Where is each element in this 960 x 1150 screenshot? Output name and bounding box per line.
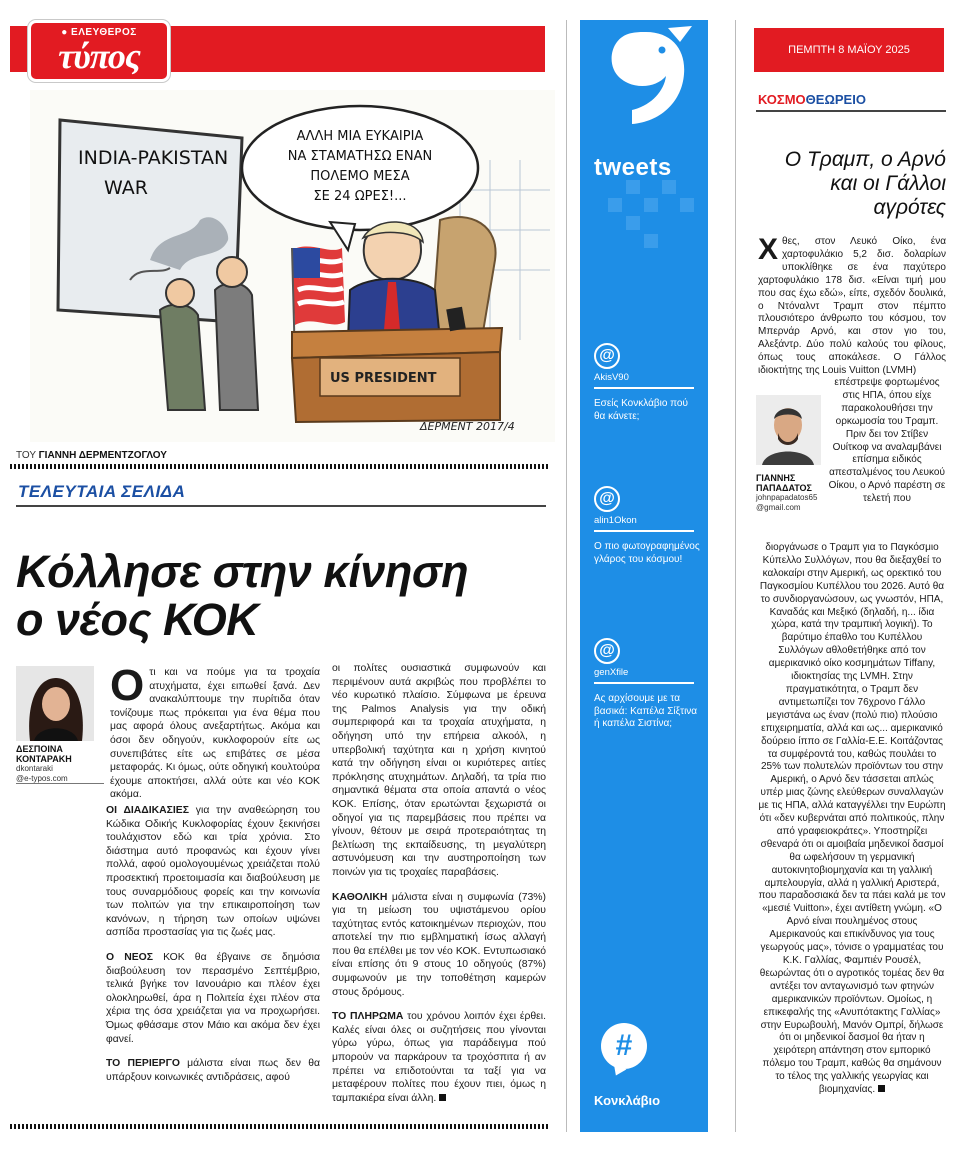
main-column: [10, 20, 555, 1135]
opinion-text-top: Χθες, στον Λευκό Οίκο, ένα χαρτοφυλάκιο 5,2 δισ. δολαρίων υποκλίθηκε σε ένα παχύτερο χαρτοφυλάκιο 178 δισ. «Είναι τιμή μου που σας έχω εδώ», είπε, σχεδόν δουλικά, ο Ντόναλντ Τραμπ στον πέμπτο πλουσιότερο άνθρωπο του κόσμου, τον Μπερνάρ Αρνό, και στον γιο του, Αλεξάντρ. Δύο πολύ καλούς του φίλους, όπως τους αποκάλεσε. Ο Γάλλος ιδιοκτήτης της Louis Vuitton (LVMH): [758, 233, 946, 377]
issue-date: ΠΕΜΠΤΗ 8 ΜΑΪΟΥ 2025: [754, 28, 944, 72]
tweets-column: [580, 20, 708, 1132]
bird-logo-icon: [598, 26, 694, 150]
paragraph-3: Ο ΝΕΟΣ ΚΟΚ θα έβγαινε σε δημόσια διαβούλευση τον περασμένο Σεπτέμβριο, τελικά βγήκε τον Ιανουάριο και πλέον έχει ολοκληρωθεί, άρα η Πολιτεία έχει πλέον στα χέρια της όσα χρειάζεται για να προχωρήσει. Όμως φθάσαμε στον Μάιο και ακόμα δεν έχει φανεί.: [106, 951, 320, 1045]
bottom-stripe: [10, 1124, 550, 1129]
author-email: dkontaraki @e-typos.com: [16, 764, 68, 783]
section-rule: [16, 505, 546, 507]
tweet-item: [594, 343, 700, 423]
svg-text:ΑΛΛΗ ΜΙΑ ΕΥΚΑΙΡΙΑ: ΑΛΛΗ ΜΙΑ ΕΥΚΑΙΡΙΑ: [296, 129, 424, 144]
desk-sign: US PRESIDENT: [330, 371, 437, 386]
board-text-1: INDIA-PAKISTAN: [78, 147, 229, 169]
tweet-text: Ας αρχίσουμε με τα βασικά: Καπέλα Σίξτινα ή καπέλα Σιστίνα;: [594, 693, 698, 729]
hashtag-icon: #: [601, 1023, 647, 1069]
opinion-author: [756, 395, 821, 513]
tweet-item: [594, 486, 700, 566]
article-column-1: [110, 661, 320, 813]
at-icon: @: [594, 486, 620, 512]
end-mark: [439, 1094, 446, 1101]
hashtag-topic: Κονκλάβιο: [594, 1093, 661, 1108]
column-rule: [756, 110, 946, 112]
svg-text:ΣΕ 24 ΩΡΕΣ!...: ΣΕ 24 ΩΡΕΣ!...: [313, 189, 407, 204]
end-mark: [878, 1085, 885, 1092]
column-tag: ΚΟΣΜΟΘΕΩΡΕΙΟ: [758, 92, 866, 107]
svg-text:ΠΟΛΕΜΟ ΜΕΣΑ: ΠΟΛΕΜΟ ΜΕΣΑ: [310, 169, 410, 184]
editorial-cartoon: [30, 90, 555, 442]
board-text-2: WAR: [104, 177, 148, 199]
article-headline: Κόλλησε στην κίνηση ο νέος ΚΟΚ: [16, 546, 469, 645]
opinion-author-name: ΓΙΑΝΝΗΣ ΠΑΠΑΔΑΤΟΣ: [756, 473, 812, 493]
paragraph-7: ΤΟ ΠΛΗΡΩΜΑ του χρόνου λοιπόν έχει έρθει. Καλές είναι όλες οι συζητήσεις που γίνονται γύρω γύρω, όπως για παράδειγμα πού μπορούν να παρκάρουν τα τροχόσπιτα ή αν πρέπει να επιδοτούνται τα ταξί για να μεταφέρουν πολίτες που έχουν πιει, όμως η ταμπακιέρα είναι άλλη.: [332, 1011, 546, 1104]
newspaper-logo: ● ΕΛΕΥΘΕΡΟΣ τύπος: [28, 20, 170, 82]
author-rule: [16, 783, 104, 784]
section-label: ΤΕΛΕΥΤΑΙΑ ΣΕΛΙΔΑ: [18, 482, 186, 501]
opinion-author-photo: [756, 395, 821, 465]
at-icon: @: [594, 343, 620, 369]
author-byline: [16, 666, 104, 784]
grid-pattern: [580, 170, 708, 280]
column-divider: [735, 20, 736, 1132]
opinion-title: Ο Τραμπ, ο Αρνό και οι Γάλλοι αγρότες: [784, 148, 946, 219]
author-name: ΔΕΣΠΟΙΝΑ ΚΟΝΤΑΡΑΚΗ: [16, 744, 72, 764]
author-photo: [16, 666, 94, 741]
cartoon-caption: ΤΟΥ ΓΙΑΝΝΗ ΔΕΡΜΕΝΤΖΟΓΛΟΥ: [16, 450, 167, 461]
tweet-text: Εσείς Κονκλάβιο πού θα κάνετε;: [594, 398, 688, 422]
paragraph-4: ΤΟ ΠΕΡΙΕΡΓΟ μάλιστα είναι πως δεν θα υπάρξουν κοινωνικές αντιδράσεις, αφού: [106, 1058, 320, 1083]
svg-text:ΝΑ ΣΤΑΜΑΤΗΣΩ ΕΝΑΝ: ΝΑ ΣΤΑΜΑΤΗΣΩ ΕΝΑΝ: [287, 149, 433, 164]
tweet-handle[interactable]: genXfile: [594, 667, 694, 684]
tweet-item: [594, 638, 700, 731]
cartoon-signature: ΔΕΡΜΕΝΤ 2017/4: [420, 420, 515, 433]
opinion-text-side: επέστρεψε φορτωμένος στις ΗΠΑ, όπου είχε παρακολουθήσει την ορκωμοσία του Τραμπ. Πριν δει τον Στίβεν Ουίτκοφ να αναλαμβάνει επίσημα ειδικός απεσταλμένος του Λευκού Οίκου, ο Αρνό παρέστη σε τελετή που: [828, 377, 946, 505]
tweet-handle[interactable]: AkisV90: [594, 372, 694, 389]
paragraph-2: ΟΙ ΔΙΑΔΙΚΑΣΙΕΣ για την αναθεώρηση του Κώδικα Οδικής Κυκλοφορίας έχουν ξεκινήσει τουλάχιστον εδώ και τρία χρόνια. Στο διάστημα αυτό προφανώς και έχουν γίνει πολλά, αφού ομολογουμένως χρειάζεται πολύ προσεκτική προετοιμασία και διαβούλευση με τους συναρμόδιους φορείς και την κοινωνία των πολιτών για την επικαιροποίηση των κανόνων, η τήρηση των οποίων υψώνει ασπίδα προστασίας για τις ζωές μας.: [106, 805, 320, 939]
at-icon: @: [594, 638, 620, 664]
tweet-handle[interactable]: alin1Okon: [594, 515, 694, 532]
tweet-text: Ο πιο φωτογραφημένος γλάρος του κόσμου!: [594, 541, 700, 565]
opinion-text-body: διοργάνωσε ο Τραμπ για το Παγκόσμιο Κύπελλο Συλλόγων, που θα διεξαχθεί το καλοκαίρι στην Αμερική, ως ορεκτικό του Παγκοσμίου Κυπέλλου του 2026. Αυτό θα το συνδιοργανώσουν, ως γνωστόν, ΗΠΑ, Καναδάς και Μεξικό (δηλαδή, η... ίδια χώρα, κατά την τραμπική λογική). Το βαρύτιμο έπαθλο του Κυπέλλου Συλλόγων αθλοθετήθηκε από τον αμερικανικό οίκο κοσμημάτων Tiffany, ιδιοκτησίας της LVMH. Στην πραγματικότητα, ο Τραμπ δεν αντιμετωπίζει τον 76χρονο Γάλλο μεγιστάνα ως έναν (πολύ πιο) πλούσιο επιχειρηματία, αλλά και ως... αμερικανικό δούρειο ίππο σε Γαλλία-Ε.Ε. Κοιτάζοντας τα συμφέροντά του, καθώς πουλάει το 25% των πολυτελών προϊόντων του στην Αμερική, ο Αρνό δεν τάσσεται απλώς υπέρ μιας ζώνης ελεύθερων συναλλαγών με τις ΗΠΑ, αλλά καταγγέλλει την Ευρώπη ότι «δεν κυβερνάται από πολιτικούς, πλην από γραφειοκράτες». Υποστηρίζει σθεναρά ότι οι αμοιβαία μηδενικοί δασμοί θα ωφελήσουν τη γερμανική αυτοκινητοβιομηχανία και τη γαλλική αμπελουργία, αλλά η γαλλική Αριστερά, που παραδοσιακά δεν τα πάει καλά με τον «μεσιέ Vuitton», έχει αντίθετη γνώμη. «Ο Αρνό είναι πουλημένος στους Αμερικανούς και επικίνδυνος για τους γεωργούς μας», τόνισε ο γραμματέας του Κ.Κ. Γαλλίας, Φαμπιέν Ρουσέλ, θεωρώντας ότι ο αγροτικός τομέας δεν θα αντέξει τον ανταγωνισμό των φτηνών αμερικανικών προϊόντων. Ομοίως, η επικεφαλής της «Ανυπότακτης Γαλλίας» στην Ευρωβουλή, Μανόν Ομπρί, δήλωσε ότι οι μηδενικοί δασμοί θα ήταν η χειρότερη απάντηση στον εμπορικό πόλεμο του Τραμπ, καθώς θα σημάνουν το τέλος της γαλλικής γεωργίας και βιομηχανίας.: [758, 542, 946, 1096]
article-column-2: [332, 662, 546, 1116]
separator-stripe: [10, 464, 550, 469]
tweets-title: tweets: [594, 154, 672, 181]
opinion-column: [748, 20, 948, 1135]
paragraph-6: ΚΑΘΟΛΙΚΗ μάλιστα είναι η συμφωνία (73%) για τη μείωση του υψιστάμενου ορίου ταχύτητας εντός κατοικημένων περιοχών, που αποτελεί την πιο εμβληματική ίσως αλλαγή που θα επέλθει με τον νέο ΚΟΚ. Εντυπωσιακό είναι επίσης ότι 9 στους 10 οδηγούς (87%) συμφωνούν με την τοποθέτηση καμερών στους δρόμους.: [332, 891, 546, 998]
paragraph-1: Οτι και να πούμε για τα τροχαία ατυχήματα, έχει ειπωθεί ξανά. Δεν ανακαλύπτουμε την πυρίτιδα όταν τονίζουμε πως πρόκειται για ένα θέμα που μας αφορά όλους ανεξαρτήτως. Ακόμα και όσοι δεν οδηγούν, κυκλοφορούν είτε ως συνεπιβάτες είτε ως επιβάτες σε μέσα μεταφοράς. Κι όμως, ούτε οδηγική κουλτούρα έχουμε αποκτήσει, αλλά ούτε και νέο ΚΟΚ ακόμα.: [110, 661, 320, 801]
column-divider: [566, 20, 567, 1132]
opinion-author-email: johnpapadatos65 @gmail.com: [756, 493, 818, 512]
paragraph-5: οι πολίτες ουσιαστικά συμφωνούν και περιμένουν αυτά ακριβώς που προβλέπει το νέο κυρωτικό πλαίσιο. Σύμφωνα με έρευνα της Palmos Analysis για την οδική συμπεριφορά και τα τροχαία ατυχήματα, η οδήγηση υπό την επήρεια αλκοόλ, η υπερβολική ταχύτητα και η χρήση κινητού κατά την οδήγηση είναι οι κυριότερες αιτίες πρόκλησης ατυχημάτων. Δηλαδή, τα τρία πιο σημαντικά θέματα στα οποία απαντά ο νέος ΚΟΚ. Επίσης, όταν ερωτώνται ξεχωριστά οι οδηγοί για τις παρεμβάσεις που πρέπει να γίνουν, θέτουν με σειρά προτεραιότητας τη βελτίωση της εκπαίδευσης, τη μεγαλύτερη αστυνόμευση και την αυστηροποίηση των ποινών για τις τροχαίες παραβάσεις.: [332, 663, 546, 878]
article-column-1b: [106, 804, 320, 1095]
